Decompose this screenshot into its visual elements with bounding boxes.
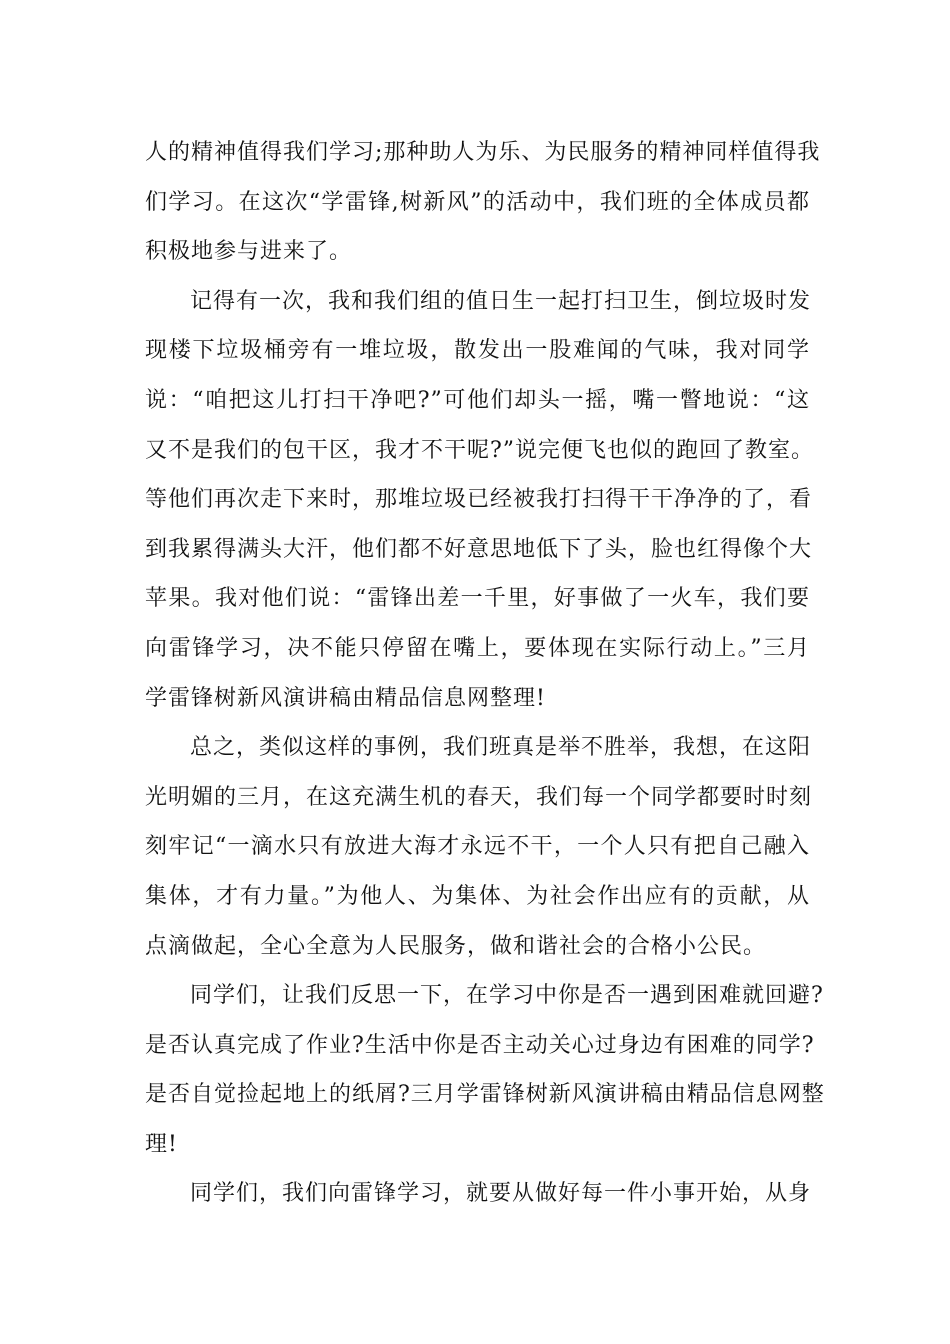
text-line: 现楼下垃圾桶旁有一堆垃圾，散发出一股难闻的气味，我对同学 bbox=[145, 338, 810, 364]
text-line: 总之，类似这样的事例，我们班真是举不胜举，我想，在这阳 bbox=[190, 735, 812, 761]
paragraph-1 bbox=[145, 128, 821, 277]
text-line: 说：“咱把这儿打扫干净吧?”可他们却头一摇，嘴一瞥地说：“这 bbox=[145, 387, 810, 413]
text-line: 等他们再次走下来时，那堆垃圾已经被我打扫得干干净净的了，看 bbox=[145, 487, 813, 513]
paragraph-5 bbox=[145, 1169, 810, 1219]
text-line: 是否自觉捡起地上的纸屑?三月学雷锋树新风演讲稿由精品信息网整 bbox=[145, 1082, 825, 1108]
text-line: 向雷锋学习，决不能只停留在嘴上，要体现在实际行动上。”三月 bbox=[145, 635, 810, 661]
text-line: 光明媚的三月，在这充满生机的春天，我们每一个同学都要时时刻 bbox=[145, 784, 813, 810]
text-line: 学雷锋树新风演讲稿由精品信息网整理! bbox=[145, 685, 546, 711]
document-body bbox=[145, 128, 825, 1219]
text-line: 苹果。我对他们说：“雷锋出差一千里，好事做了一火车，我们要 bbox=[145, 586, 810, 612]
paragraph-3 bbox=[145, 723, 813, 971]
text-line: 同学们，让我们反思一下，在学习中你是否一遇到困难就回避? bbox=[190, 983, 824, 1009]
text-line: 们学习。在这次“学雷锋,树新风”的活动中，我们班的全体成员都 bbox=[145, 189, 810, 215]
text-line: 积极地参与进来了。 bbox=[145, 239, 353, 265]
text-line: 记得有一次，我和我们组的值日生一起打扫卫生，倒垃圾时发 bbox=[190, 288, 812, 314]
text-line: 到我累得满头大汗，他们都不好意思地低下了头，脸也红得像个大 bbox=[145, 536, 813, 562]
paragraph-4 bbox=[145, 971, 825, 1169]
text-line: 又不是我们的包干区，我才不干呢?”说完便飞也似的跑回了教室。 bbox=[145, 437, 815, 463]
text-line: 集体，才有力量。”为他人、为集体、为社会作出应有的贡献，从 bbox=[145, 883, 810, 909]
text-line: 同学们，我们向雷锋学习，就要从做好每一件小事开始，从身 bbox=[190, 1181, 812, 1207]
text-line: 理! bbox=[145, 1131, 178, 1157]
text-line: 人的精神值得我们学习;那种助人为乐、为民服务的精神同样值得我 bbox=[145, 140, 821, 165]
text-line: 点滴做起，全心全意为人民服务，做和谐社会的合格小公民。 bbox=[145, 933, 767, 959]
text-line: 是否认真完成了作业?生活中你是否主动关心过身边有困难的同学? bbox=[145, 1032, 815, 1058]
paragraph-2 bbox=[145, 277, 815, 723]
text-line: 刻牢记“一滴水只有放进大海才永远不干，一个人只有把自己融入 bbox=[145, 834, 810, 860]
